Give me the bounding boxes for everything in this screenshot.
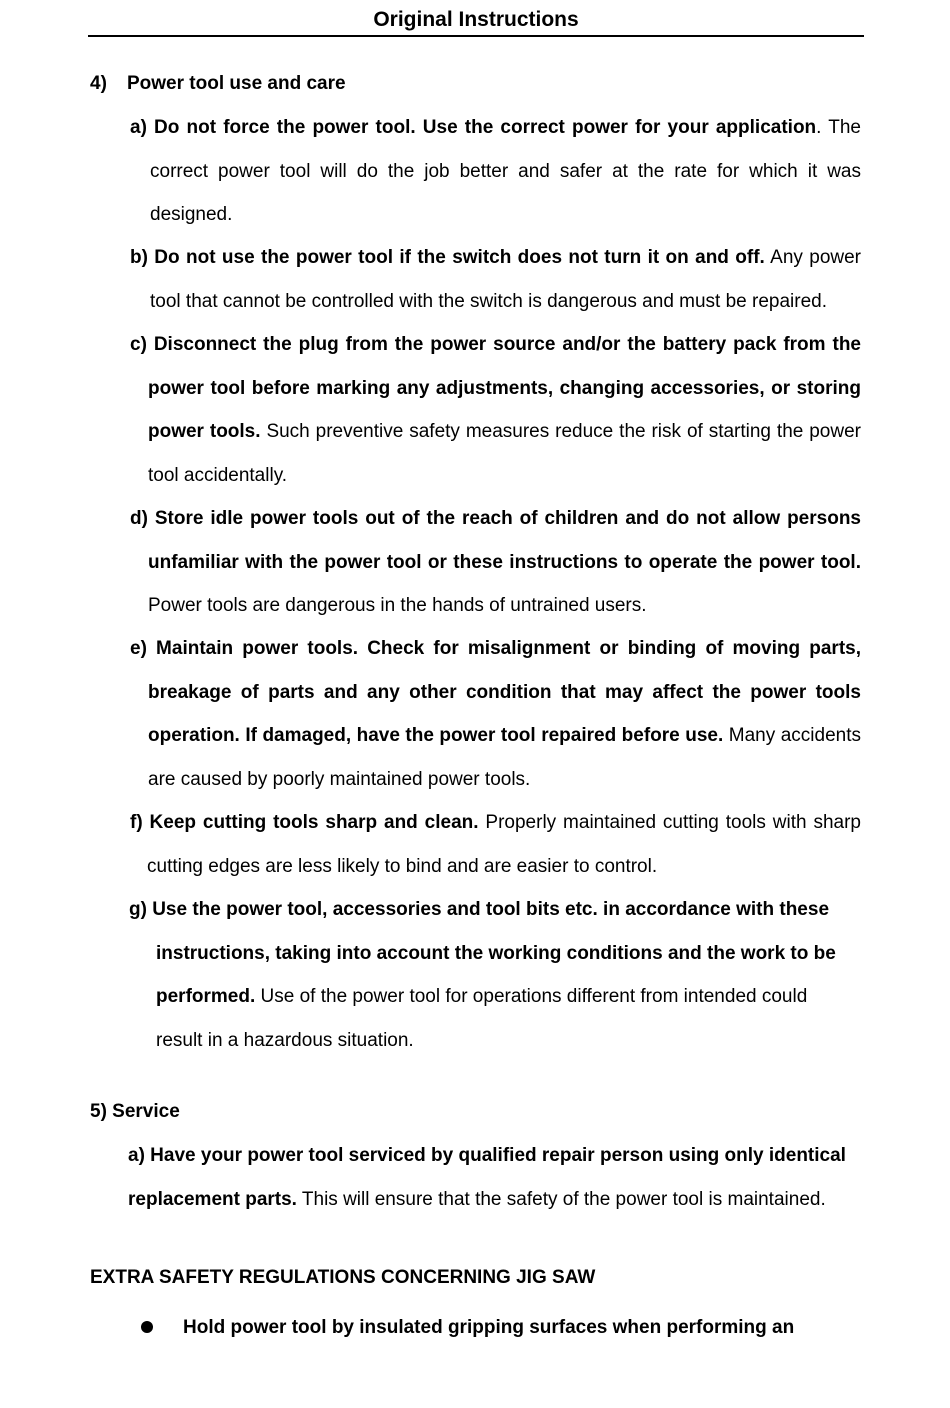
section-5-title: 5) Service — [90, 1101, 180, 1122]
page-header — [88, 6, 864, 37]
service-item-a-flow — [128, 1134, 861, 1221]
service-a-flow-text: This will ensure that the safety of the power tool is maintained. — [296, 1188, 826, 1210]
item-c-flow — [130, 323, 861, 497]
item-f-flow-bold: f) Keep cutting tools sharp and clean. — [130, 812, 479, 833]
item-c-flow-bold: c) Disconnect the plug from the power source and/or the battery pack from the power tool before marking any adjustments, changing accessories, or storing power tools. — [130, 334, 861, 442]
item-b-flow-bold: b) Do not use the power tool if the switch does not turn it on and off. — [130, 247, 765, 268]
section-4-title: Power tool use and care — [127, 73, 346, 94]
item-a-flow-text: . The correct power tool will do the job better and safer at the rate for which it was designed. — [150, 117, 861, 225]
item-g-flow-text: Use of the power tool for operations different from intended could result in a hazardous situation. — [156, 986, 808, 1051]
item-b-flow — [130, 236, 861, 323]
item-e-flow-text: Many accidents are caused by poorly maintained power tools. — [148, 725, 861, 790]
item-d-flow — [130, 497, 861, 628]
item-f-flow-text: Properly maintained cutting tools with sharp cutting edges are less likely to bind and are easier to control. — [147, 812, 861, 877]
item-c-flow-text: Such preventive safety measures reduce the risk of starting the power tool accidentally. — [148, 421, 861, 486]
item-a-flow — [130, 106, 861, 237]
item-d-flow-text: Power tools are dangerous in the hands of untrained users. — [148, 595, 647, 616]
item-e-flow — [130, 627, 861, 801]
page-title: Original Instructions — [373, 8, 579, 31]
section-4-number: 4) — [90, 73, 107, 94]
item-f-flow — [130, 801, 861, 888]
item-g-flow-bold: g) Use the power tool, accessories and tool bits etc. in accordance with these instructions, taking into account the working conditions and the work to be performed. — [129, 899, 836, 1007]
extra-safety-title: EXTRA SAFETY REGULATIONS CONCERNING JIG SAW — [90, 1267, 596, 1288]
service-a-flow-bold: a) Have your power tool serviced by qualified repair person using only identical replacement parts. — [128, 1145, 846, 1210]
item-g-flow — [129, 888, 854, 1062]
extra-bullet-text: Hold power tool by insulated gripping surfaces when performing an — [183, 1317, 795, 1338]
item-b-flow-text: Any power tool that cannot be controlled with the switch is dangerous and must be repaired. — [150, 247, 861, 312]
item-d-flow-bold: d) Store idle power tools out of the reach of children and do not allow persons unfamiliar with the power tool or these instructions to operate the power tool. — [130, 508, 861, 573]
item-e-flow-bold: e) Maintain power tools. Check for misalignment or binding of moving parts, breakage of parts and any other condition that may affect the power tools operation. If damaged, have the power tool repaired before use. — [130, 638, 861, 746]
bullet-icon — [141, 1321, 153, 1333]
item-a-flow-bold: a) Do not force the power tool. Use the correct power for your application — [130, 117, 817, 138]
